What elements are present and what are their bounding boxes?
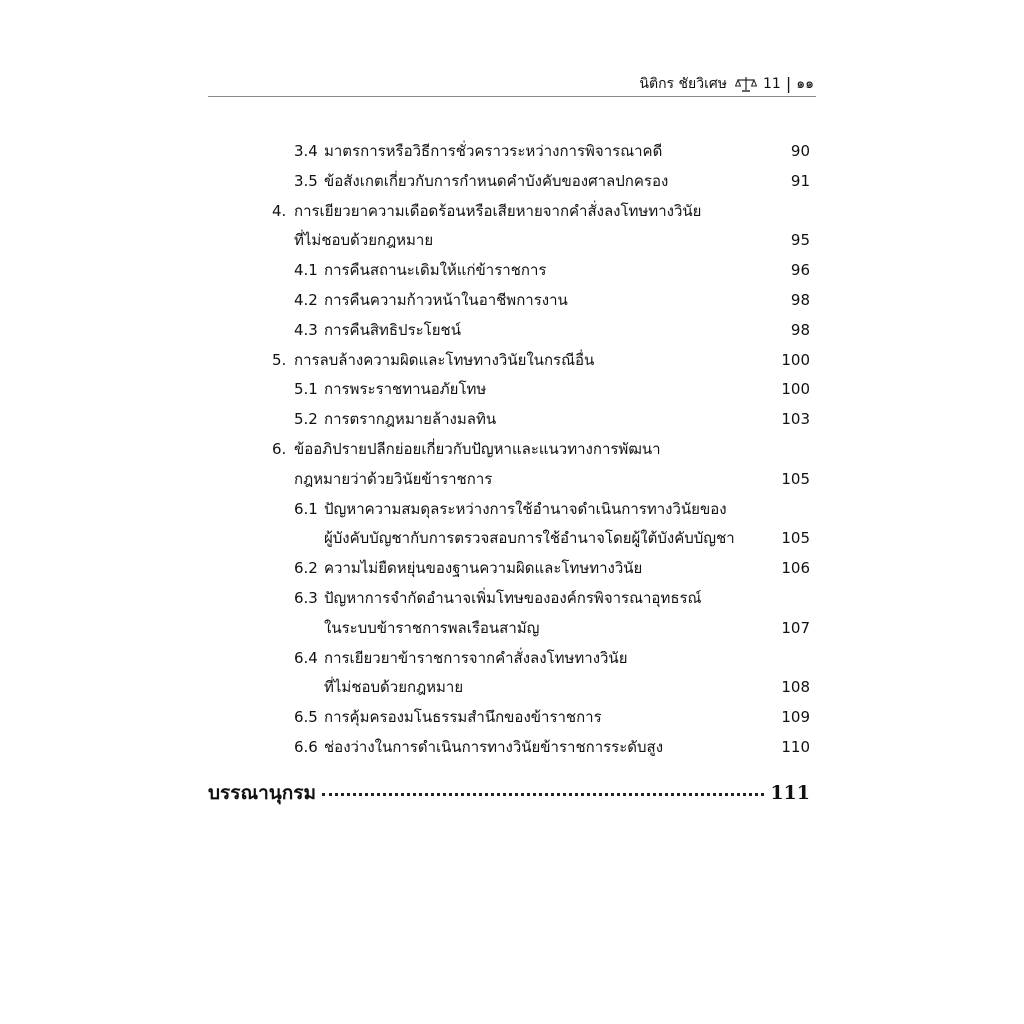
toc-entry[interactable] bbox=[0, 704, 1024, 730]
toc-entry[interactable] bbox=[0, 406, 1024, 432]
toc-entry-number: 6.4 bbox=[294, 649, 318, 667]
toc-entry-number: 6.2 bbox=[294, 559, 318, 577]
toc-entry-title: การคืนสถานะเดิมให้แก่ข้าราชการ bbox=[324, 261, 547, 279]
author-name: นิติกร ชัยวิเศษ bbox=[639, 76, 727, 92]
header-separator: | bbox=[785, 74, 792, 93]
toc-entry-title: ข้ออภิปรายปลีกย่อยเกี่ยวกับปัญหาและแนวทางการพัฒนา bbox=[294, 440, 661, 458]
bibliography-label: บรรณานุกรม bbox=[208, 782, 316, 804]
toc-entry-title: การเยียวยาข้าราชการจากคำสั่งลงโทษทางวินัย bbox=[324, 649, 628, 667]
toc-entry-number: 6.6 bbox=[294, 738, 318, 756]
page-number-thai: ๑๑ bbox=[796, 76, 814, 92]
toc-entry-number: 4. bbox=[272, 202, 287, 220]
toc-entry-number: 4.2 bbox=[294, 291, 318, 309]
toc-entry-page: 110 bbox=[781, 738, 810, 756]
toc-entry[interactable] bbox=[0, 376, 1024, 402]
toc-entry-title: การคุ้มครองมโนธรรมสำนึกของข้าราชการ bbox=[324, 708, 602, 726]
dot-leader bbox=[322, 793, 764, 796]
toc-entry[interactable] bbox=[0, 257, 1024, 283]
toc-entry[interactable] bbox=[0, 436, 1024, 462]
toc-entry-page: 98 bbox=[790, 291, 810, 309]
toc-entry[interactable] bbox=[0, 645, 1024, 671]
toc-entry[interactable] bbox=[0, 615, 1024, 641]
toc-entry[interactable] bbox=[0, 287, 1024, 313]
toc-entry-number: 5. bbox=[272, 351, 287, 369]
bibliography-page: 111 bbox=[770, 782, 810, 804]
toc-entry-number: 6.3 bbox=[294, 589, 318, 607]
toc-entry-title: ผู้บังคับบัญชากับการตรวจสอบการใช้อำนาจโดยผู้ใต้บังคับบัญชา bbox=[324, 529, 735, 547]
toc-entry-number: 4.3 bbox=[294, 321, 318, 339]
toc-entry-title: การตรากฎหมายล้างมลทิน bbox=[324, 410, 497, 428]
toc-entry-title: ที่ไม่ชอบด้วยกฎหมาย bbox=[324, 678, 464, 696]
toc-entry[interactable] bbox=[0, 585, 1024, 611]
toc-entry-page: 109 bbox=[781, 708, 810, 726]
toc-entry-page: 103 bbox=[781, 410, 810, 428]
toc-entry-number: 5.1 bbox=[294, 380, 318, 398]
toc-entry-page: 95 bbox=[790, 231, 810, 249]
toc-entry-title: การเยียวยาความเดือดร้อนหรือเสียหายจากคำสั่งลงโทษทางวินัย bbox=[294, 202, 702, 220]
toc-entry-number: 6. bbox=[272, 440, 287, 458]
toc-entry[interactable] bbox=[0, 347, 1024, 373]
toc-entry-title: การพระราชทานอภัยโทษ bbox=[324, 380, 487, 398]
toc-entry[interactable] bbox=[0, 168, 1024, 194]
header-info bbox=[639, 73, 814, 95]
toc-entry-title: การคืนความก้าวหน้าในอาชีพการงาน bbox=[324, 291, 568, 309]
toc-entry-page: 96 bbox=[790, 261, 810, 279]
toc-entry-title: ข้อสังเกตเกี่ยวกับการกำหนดคำบังคับของศาลปกครอง bbox=[324, 172, 669, 190]
page-number-arabic: 11 bbox=[763, 76, 781, 92]
toc-entry-page: 106 bbox=[781, 559, 810, 577]
toc-entry-number: 4.1 bbox=[294, 261, 318, 279]
running-header bbox=[208, 70, 816, 97]
toc-entry-title: การลบล้างความผิดและโทษทางวินัยในกรณีอื่น bbox=[294, 351, 595, 369]
toc-entry-title: ปัญหาความสมดุลระหว่างการใช้อำนาจดำเนินการทางวินัยของ bbox=[324, 500, 727, 518]
toc-entry[interactable] bbox=[0, 317, 1024, 343]
toc-entry-page: 107 bbox=[781, 619, 810, 637]
toc-entry-page: 105 bbox=[781, 529, 810, 547]
bibliography-entry[interactable] bbox=[208, 778, 810, 808]
toc-entry-title: ความไม่ยืดหยุ่นของฐานความผิดและโทษทางวินัย bbox=[324, 559, 643, 577]
toc-entry-number: 6.5 bbox=[294, 708, 318, 726]
toc-entry-page: 100 bbox=[781, 351, 810, 369]
toc-entry-page: 90 bbox=[790, 142, 810, 160]
toc-entry[interactable] bbox=[0, 525, 1024, 551]
toc-entry[interactable] bbox=[0, 198, 1024, 224]
toc-entry-page: 105 bbox=[781, 470, 810, 488]
toc-entry-title: ในระบบข้าราชการพลเรือนสามัญ bbox=[324, 619, 540, 637]
toc-entry[interactable] bbox=[0, 734, 1024, 760]
toc-entry-page: 108 bbox=[781, 678, 810, 696]
toc-entry-title: ที่ไม่ชอบด้วยกฎหมาย bbox=[294, 231, 434, 249]
toc-entry[interactable] bbox=[0, 555, 1024, 581]
toc-entry-title: การคืนสิทธิประโยชน์ bbox=[324, 321, 461, 339]
toc-entry-title: ช่องว่างในการดำเนินการทางวินัยข้าราชการระดับสูง bbox=[324, 738, 664, 756]
toc-entry-number: 5.2 bbox=[294, 410, 318, 428]
toc-entry-title: มาตรการหรือวิธีการชั่วคราวระหว่างการพิจารณาคดี bbox=[324, 142, 663, 160]
toc-entry-title: ปัญหาการจำกัดอำนาจเพิ่มโทษขององค์กรพิจารณาอุทธรณ์ bbox=[324, 589, 702, 607]
toc-entry[interactable] bbox=[0, 466, 1024, 492]
toc-entry[interactable] bbox=[0, 674, 1024, 700]
toc-entry-page: 100 bbox=[781, 380, 810, 398]
toc-entry[interactable] bbox=[0, 496, 1024, 522]
toc-entry[interactable] bbox=[0, 227, 1024, 253]
toc-entry-number: 3.5 bbox=[294, 172, 318, 190]
toc-entry-number: 3.4 bbox=[294, 142, 318, 160]
toc-entry[interactable] bbox=[0, 138, 1024, 164]
scales-of-justice-icon bbox=[735, 76, 757, 92]
toc-entry-page: 98 bbox=[790, 321, 810, 339]
toc-entry-page: 91 bbox=[790, 172, 810, 190]
toc-entry-number: 6.1 bbox=[294, 500, 318, 518]
toc-entry-title: กฎหมายว่าด้วยวินัยข้าราชการ bbox=[294, 470, 493, 488]
